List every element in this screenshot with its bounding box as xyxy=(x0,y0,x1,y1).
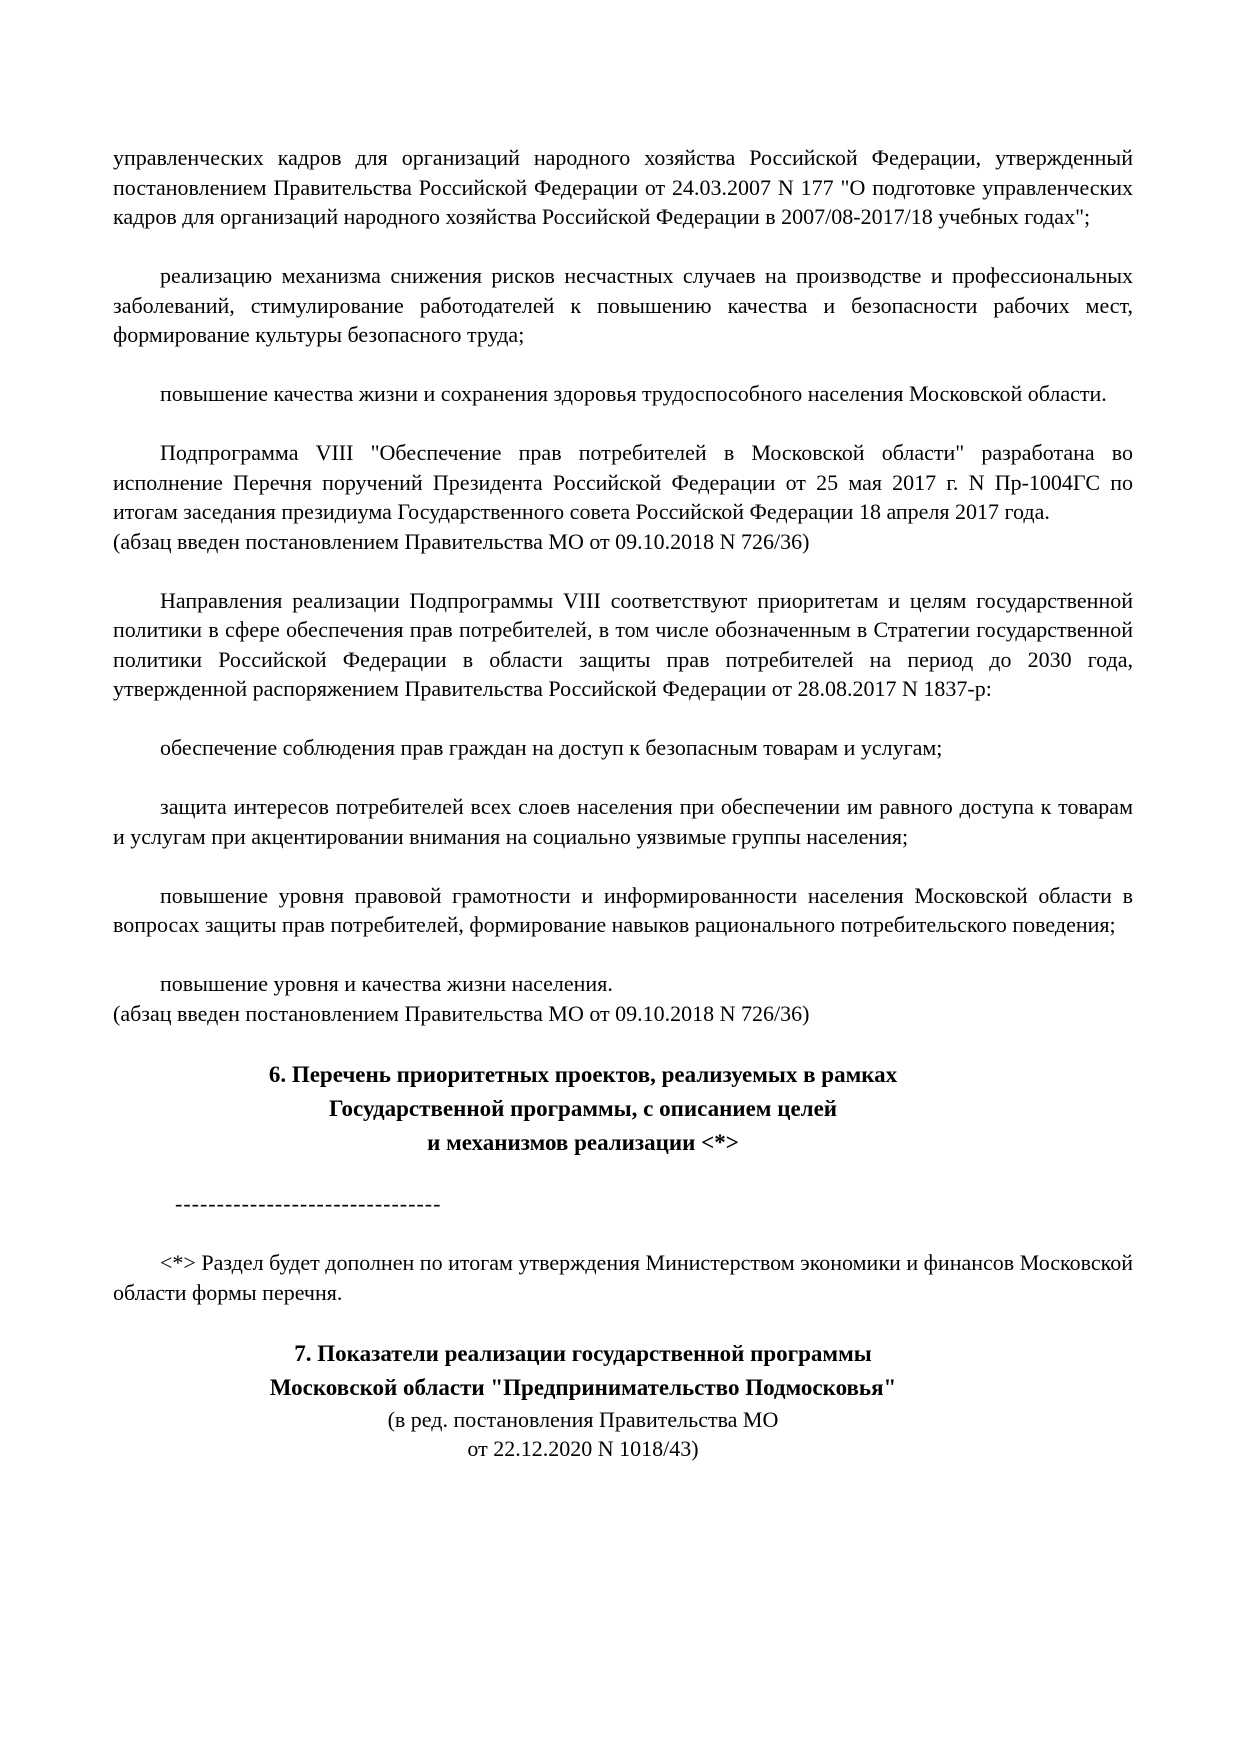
section-7-edition-note xyxy=(113,1405,1053,1464)
paragraph: Направления реализации Подпрограммы VIII соответствуют приоритетам и целям государственной политики в сфере обеспечения прав потребителей, в том числе обозначенным в Стратегии государственной политики Российской Федерации в области защиты прав потребителей на период до 2030 года, утвержденной распоряжением Правительства Российской Федерации от 28.08.2017 N 1837-р: xyxy=(113,587,1133,701)
footnote-separator: -------------------------------- xyxy=(175,1191,442,1216)
footnote-paragraph: <*> Раздел будет дополнен по итогам утверждения Министерством экономики и финансов Московской области формы перечня. xyxy=(113,1250,1133,1305)
section-6-heading-line-3: и механизмов реализации <*> xyxy=(427,1129,739,1155)
section-7-heading xyxy=(113,1337,1053,1405)
section-7-heading-line-2: Московской области "Предпринимательство Подмосковья" xyxy=(269,1374,897,1400)
section-6-heading xyxy=(113,1058,1053,1160)
section-6-heading-line-2: Государственной программы, с описанием целей xyxy=(328,1095,838,1121)
paragraph: повышение качества жизни и сохранения здоровья трудоспособного населения Московской области. xyxy=(160,381,1107,406)
amendment-note: (абзац введен постановлением Правительства МО от 09.10.2018 N 726/36) xyxy=(113,528,810,554)
paragraph: обеспечение соблюдения прав граждан на доступ к безопасным товарам и услугам; xyxy=(160,735,943,760)
paragraph: защита интересов потребителей всех слоев населения при обеспечении им равного доступа к товарам и услугам при акцентировании внимания на социально уязвимые группы населения; xyxy=(113,794,1133,849)
paragraph: реализацию механизма снижения рисков несчастных случаев на производстве и профессиональных заболеваний, стимулирование работодателей к повышению качества и безопасности рабочих мест, формирование культуры безопасного труда; xyxy=(113,263,1133,347)
paragraph: повышение уровня и качества жизни населения. xyxy=(160,971,613,996)
section-6-heading-line-1: 6. Перечень приоритетных проектов, реализуемых в рамках xyxy=(268,1061,898,1087)
paragraph-continuation: управленческих кадров для организаций народного хозяйства Российской Федерации, утвержденный постановлением Правительства Российской Федерации от 24.03.2007 N 177 "О подготовке управленческих кадров для организаций народного хозяйства Российской Федерации в 2007/08-2017/18 учебных годах"; xyxy=(113,145,1133,229)
section-7-edition-note-line-2: от 22.12.2020 N 1018/43) xyxy=(467,1436,699,1461)
amendment-note: (абзац введен постановлением Правительства МО от 09.10.2018 N 726/36) xyxy=(113,1000,810,1026)
section-7-heading-line-1: 7. Показатели реализации государственной программы xyxy=(294,1340,872,1366)
paragraph: повышение уровня правовой грамотности и информированности населения Московской области в вопросах защиты прав потребителей, формирование навыков рационального потребительского поведения; xyxy=(113,882,1133,937)
paragraph: Подпрограмма VIII "Обеспечение прав потребителей в Московской области" разработана во исполнение Перечня поручений Президента Российской Федерации от 25 мая 2017 г. N Пр-1004ГС по итогам заседания президиума Государственного совета Российской Федерации 18 апреля 2017 года. xyxy=(113,440,1133,524)
section-7-edition-note-line-1: (в ред. постановления Правительства МО xyxy=(387,1406,779,1432)
